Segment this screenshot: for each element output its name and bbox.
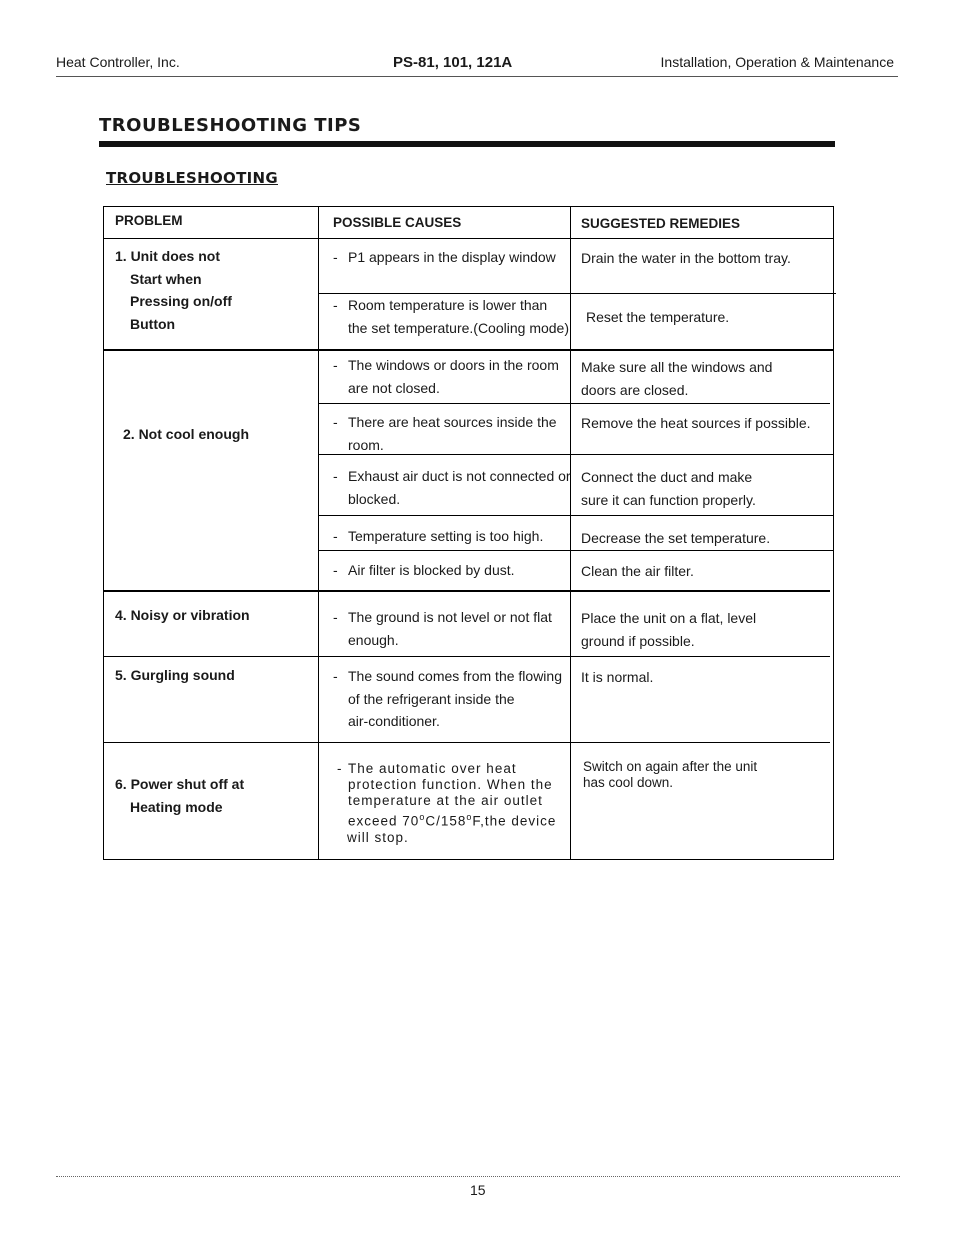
row-divider [318, 550, 833, 551]
header-divider [56, 76, 898, 77]
cause-p2-air-filter: - Air filter is blocked by dust. [333, 562, 515, 578]
section-subtitle: TROUBLESHOOTING [106, 169, 278, 187]
page-title: TROUBLESHOOTING TIPS [99, 115, 362, 136]
problem-5: 5. Gurgling sound [115, 667, 235, 683]
header-manual-title: Installation, Operation & Maintenance [660, 54, 894, 70]
remedy-p1-reset: Reset the temperature. [586, 309, 730, 325]
troubleshooting-table [103, 206, 834, 860]
header-problem: PROBLEM [115, 213, 183, 228]
footer-divider [56, 1176, 900, 1177]
page-number: 15 [470, 1182, 486, 1198]
cause-p4-ground: - The ground is not level or not flat enough. [333, 609, 552, 648]
cause-p5-refrigerant: - The sound comes from the flowing of the refrigerant inside the air-conditioner. [333, 668, 562, 729]
remedy-p6-switch-on: Switch on again after the unit has cool down. [583, 759, 758, 790]
row-divider [104, 238, 833, 239]
cause-p2-exhaust-duct: - Exhaust air duct is not connected or blocked. [333, 468, 571, 507]
problem-1: 1. Unit does not Start when Pressing on/off Button [115, 248, 232, 332]
remedy-p2-air-filter: Clean the air filter. [581, 563, 694, 579]
row-divider [104, 590, 830, 592]
remedy-p4-ground: Place the unit on a flat, level ground if possible. [581, 610, 757, 649]
row-divider [318, 403, 830, 404]
cause-p1-room-temp: - Room temperature is lower than the set temperature.(Cooling mode) [333, 297, 569, 336]
cause-p2-windows: - The windows or doors in the room are not closed. [333, 357, 559, 396]
title-rule [99, 141, 835, 147]
row-divider [104, 742, 830, 743]
problem-4: 4. Noisy or vibration [115, 607, 250, 623]
cause-p2-heat-sources: - There are heat sources inside the room. [333, 414, 557, 453]
cause-p2-temp-setting: - Temperature setting is too high. [333, 528, 544, 544]
col-divider-2 [570, 207, 571, 859]
remedy-p5-normal: It is normal. [581, 669, 654, 685]
header-company: Heat Controller, Inc. [56, 54, 180, 70]
remedy-p2-windows: Make sure all the windows and doors are closed. [581, 359, 773, 398]
col-divider-1 [318, 207, 319, 859]
problem-6: 6. Power shut off at Heating mode [115, 776, 245, 815]
header-models: PS-81, 101, 121A [393, 54, 513, 71]
cause-p6-overheat: - The automatic over heat protection function. When the temperature at the air outlet exceed 70$^o$C/158$^o$F,the device will stop. [337, 761, 557, 845]
remedy-p2-exhaust-duct: Connect the duct and make sure it can function properly. [581, 469, 756, 508]
remedy-p1-drain: Drain the water in the bottom tray. [581, 250, 791, 266]
cause-p1-display: - P1 appears in the display window [333, 249, 556, 265]
row-divider [104, 349, 833, 351]
remedy-p2-temp-setting: Decrease the set temperature. [581, 530, 771, 546]
header-suggested-remedies: SUGGESTED REMEDIES [581, 216, 741, 231]
row-divider [318, 515, 833, 516]
problem-2: 2. Not cool enough [123, 426, 249, 442]
remedy-p2-heat-sources: Remove the heat sources if possible. [581, 415, 811, 431]
header-possible-causes: POSSIBLE CAUSES [333, 215, 462, 230]
row-divider [104, 656, 830, 657]
